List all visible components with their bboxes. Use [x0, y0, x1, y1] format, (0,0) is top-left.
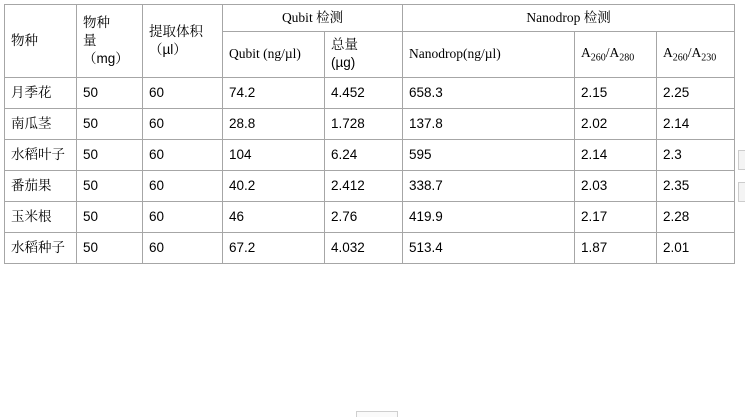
a260-a230-sub260: 260: [672, 52, 688, 64]
page-bottom-notch: [356, 411, 398, 417]
cell-volume: 60: [143, 77, 223, 108]
table-row: [5, 139, 735, 170]
table-header-row-groups: [5, 5, 735, 32]
cell-a260-a230: 2.28: [657, 201, 735, 232]
cell-species: 水稻种子: [5, 232, 77, 263]
cell-volume: 60: [143, 108, 223, 139]
page-edge-mark-upper: [738, 150, 745, 170]
a260-a280-a: A: [581, 44, 591, 60]
cell-amount: 50: [77, 232, 143, 263]
header-amount-line1: 物种: [83, 14, 110, 30]
header-group-nanodrop: Nanodrop 检测: [403, 5, 735, 32]
table-row: [5, 108, 735, 139]
cell-total: 6.24: [325, 139, 403, 170]
header-amount-unit: （mg）: [83, 50, 129, 66]
header-total-amount-line1: 总量: [331, 37, 358, 53]
cell-nanodrop: 595: [403, 139, 575, 170]
header-total-amount: [325, 32, 403, 77]
cell-a260-a280: 2.15: [575, 77, 657, 108]
cell-nanodrop: 658.3: [403, 77, 575, 108]
header-volume: [143, 5, 223, 78]
cell-qubit: 28.8: [223, 108, 325, 139]
cell-qubit: 74.2: [223, 77, 325, 108]
cell-volume: 60: [143, 139, 223, 170]
table-row: [5, 232, 735, 263]
cell-a260-a280: 2.14: [575, 139, 657, 170]
header-nanodrop-concentration: Nanodrop(ng/µl): [403, 32, 575, 77]
a260-a230-a: A: [663, 44, 673, 60]
table-row: [5, 201, 735, 232]
cell-a260-a280: 2.03: [575, 170, 657, 201]
header-a260-a280: [575, 32, 657, 77]
a260-a230-sub230: 230: [701, 52, 717, 64]
cell-species: 番茄果: [5, 170, 77, 201]
cell-a260-a230: 2.3: [657, 139, 735, 170]
cell-nanodrop: 419.9: [403, 201, 575, 232]
table-row: [5, 170, 735, 201]
dna-quantification-table: [4, 4, 735, 264]
cell-qubit: 40.2: [223, 170, 325, 201]
cell-total: 2.76: [325, 201, 403, 232]
header-total-amount-line2: (µg): [331, 55, 356, 71]
table-row: [5, 77, 735, 108]
cell-volume: 60: [143, 232, 223, 263]
cell-nanodrop: 513.4: [403, 232, 575, 263]
cell-volume: 60: [143, 170, 223, 201]
a260-a280-sep: /A: [605, 44, 620, 60]
cell-species: 月季花: [5, 77, 77, 108]
cell-total: 4.452: [325, 77, 403, 108]
header-volume-unit: （µl）: [149, 41, 187, 57]
cell-total: 4.032: [325, 232, 403, 263]
cell-qubit: 46: [223, 201, 325, 232]
cell-species: 玉米根: [5, 201, 77, 232]
cell-total: 2.412: [325, 170, 403, 201]
header-amount-line2: 量: [83, 32, 97, 48]
cell-qubit: 67.2: [223, 232, 325, 263]
a260-a280-sub280: 280: [619, 52, 635, 64]
cell-a260-a230: 2.35: [657, 170, 735, 201]
header-a260-a230: [657, 32, 735, 77]
header-volume-label: 提取体积: [149, 23, 203, 39]
cell-a260-a230: 2.01: [657, 232, 735, 263]
cell-volume: 60: [143, 201, 223, 232]
header-group-qubit: Qubit 检测: [223, 5, 403, 32]
cell-a260-a230: 2.14: [657, 108, 735, 139]
cell-species: 南瓜茎: [5, 108, 77, 139]
cell-nanodrop: 338.7: [403, 170, 575, 201]
cell-amount: 50: [77, 139, 143, 170]
cell-amount: 50: [77, 170, 143, 201]
cell-nanodrop: 137.8: [403, 108, 575, 139]
cell-amount: 50: [77, 201, 143, 232]
cell-amount: 50: [77, 77, 143, 108]
header-qubit-concentration: Qubit (ng/µl): [223, 32, 325, 77]
cell-qubit: 104: [223, 139, 325, 170]
cell-a260-a280: 1.87: [575, 232, 657, 263]
header-amount: [77, 5, 143, 78]
a260-a230-sep: /A: [687, 44, 702, 60]
page-edge-mark-lower: [738, 182, 745, 202]
cell-a260-a280: 2.02: [575, 108, 657, 139]
cell-a260-a280: 2.17: [575, 201, 657, 232]
cell-total: 1.728: [325, 108, 403, 139]
cell-species: 水稻叶子: [5, 139, 77, 170]
cell-a260-a230: 2.25: [657, 77, 735, 108]
a260-a280-sub260: 260: [590, 52, 606, 64]
header-species: 物种: [5, 5, 77, 78]
cell-amount: 50: [77, 108, 143, 139]
